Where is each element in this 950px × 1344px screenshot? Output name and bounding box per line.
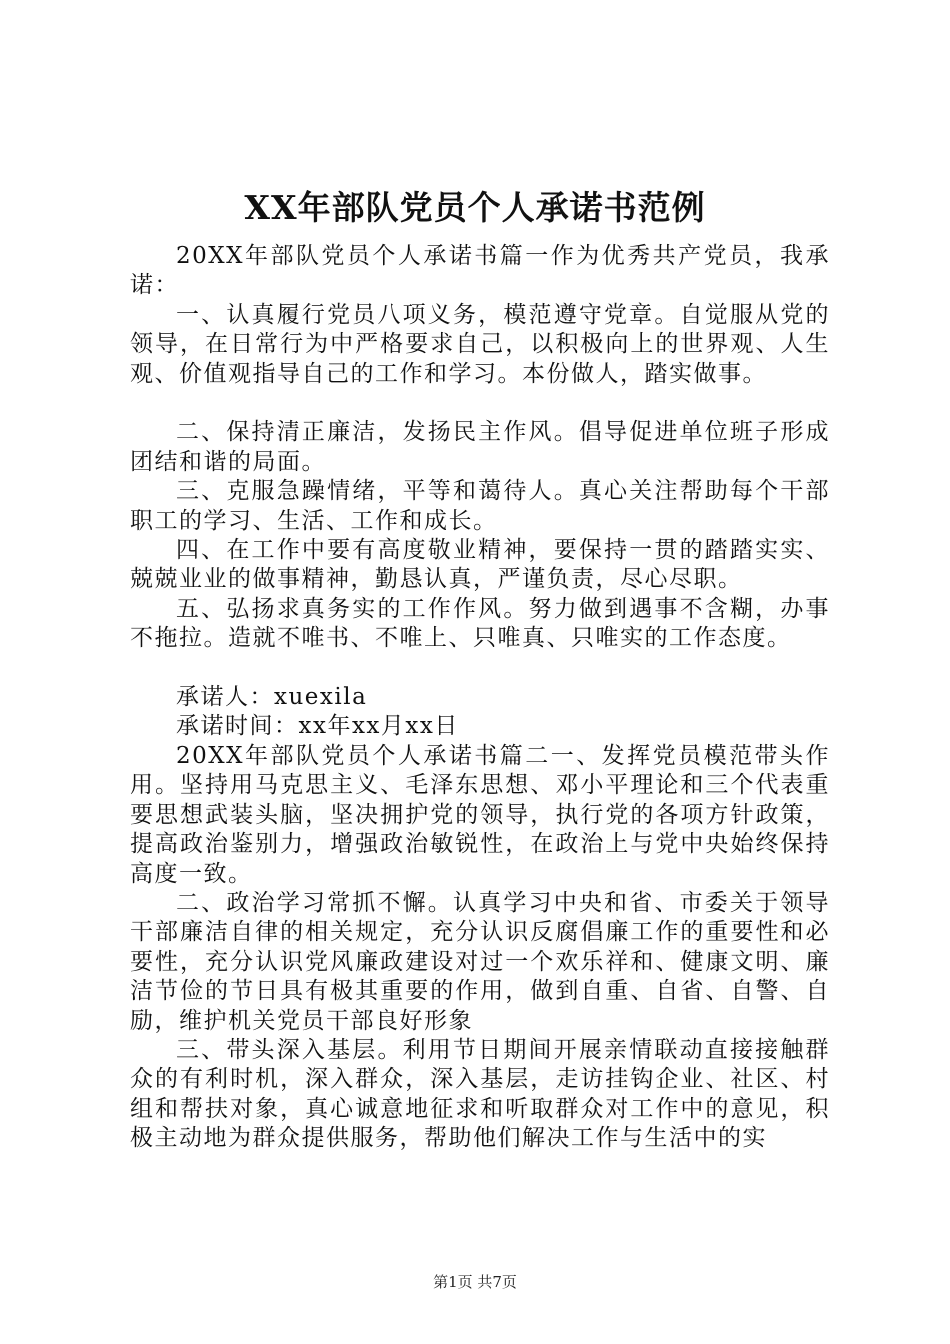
paragraph-item-4: 四、在工作中要有高度敬业精神，要保持一贯的踏踏实实、兢兢业业的做事精神，勤恳认真，严谨负责，尽心尽职。 — [130, 537, 830, 593]
paragraph-section-2-item-2: 二、政治学习常抓不懈。认真学习中央和省、市委关于领导干部廉洁自律的相关规定，充分认识反腐倡廉工作的重要性和必要性，充分认识党风廉政建设对过一个欢乐祥和、健康文明、廉洁节俭的节日具有极其重要的作用，做到自重、自省、自警、自励，维护机关党员干部良好形象 — [130, 889, 830, 1034]
paragraph-section-2: 20XX年部队党员个人承诺书篇二一、发挥党员模范带头作用。坚持用马克思主义、毛泽东思想、邓小平理论和三个代表重要思想武装头脑，坚决拥护党的领导，执行党的各项方针政策，提高政治鉴别力，增强政治敏锐性，在政治上与党中央始终保持高度一致。 — [130, 742, 830, 887]
paragraph-section-2-item-3: 三、带头深入基层。利用节日期间开展亲情联动直接接触群众的有利时机，深入群众，深入基层，走访挂钩企业、社区、村组和帮扶对象，真心诚意地征求和听取群众对工作中的意见，积极主动地为群众提供服务，帮助他们解决工作与生活中的实 — [130, 1036, 830, 1152]
paragraph-item-1: 一、认真履行党员八项义务，模范遵守党章。自觉服从党的领导，在日常行为中严格要求自己，以积极向上的世界观、人生观、价值观指导自己的工作和学习。本份做人，踏实做事。 — [130, 301, 830, 387]
signatory-line: 承诺人：xuexila — [176, 684, 368, 711]
paragraph-item-2: 二、保持清正廉洁，发扬民主作风。倡导促进单位班子形成团结和谐的局面。 — [130, 419, 830, 475]
paragraph-item-5: 五、弘扬求真务实的工作作风。努力做到遇事不含糊，办事不拖拉。造就不唯书、不唯上、只唯真、只唯实的工作态度。 — [130, 595, 830, 652]
paragraph-intro: 20XX年部队党员个人承诺书篇一作为优秀共产党员，我承诺： — [130, 243, 830, 299]
page-number-footer: 第1页 共7页 — [433, 1273, 517, 1291]
document-title: XX年部队党员个人承诺书范例 — [244, 188, 706, 227]
document-body — [130, 242, 830, 1154]
paragraph-item-3: 三、克服急躁情绪，平等和蔼待人。真心关注帮助每个干部职工的学习、生活、工作和成长。 — [130, 478, 830, 534]
date-line: 承诺时间：xx年xx月xx日 — [176, 713, 459, 740]
